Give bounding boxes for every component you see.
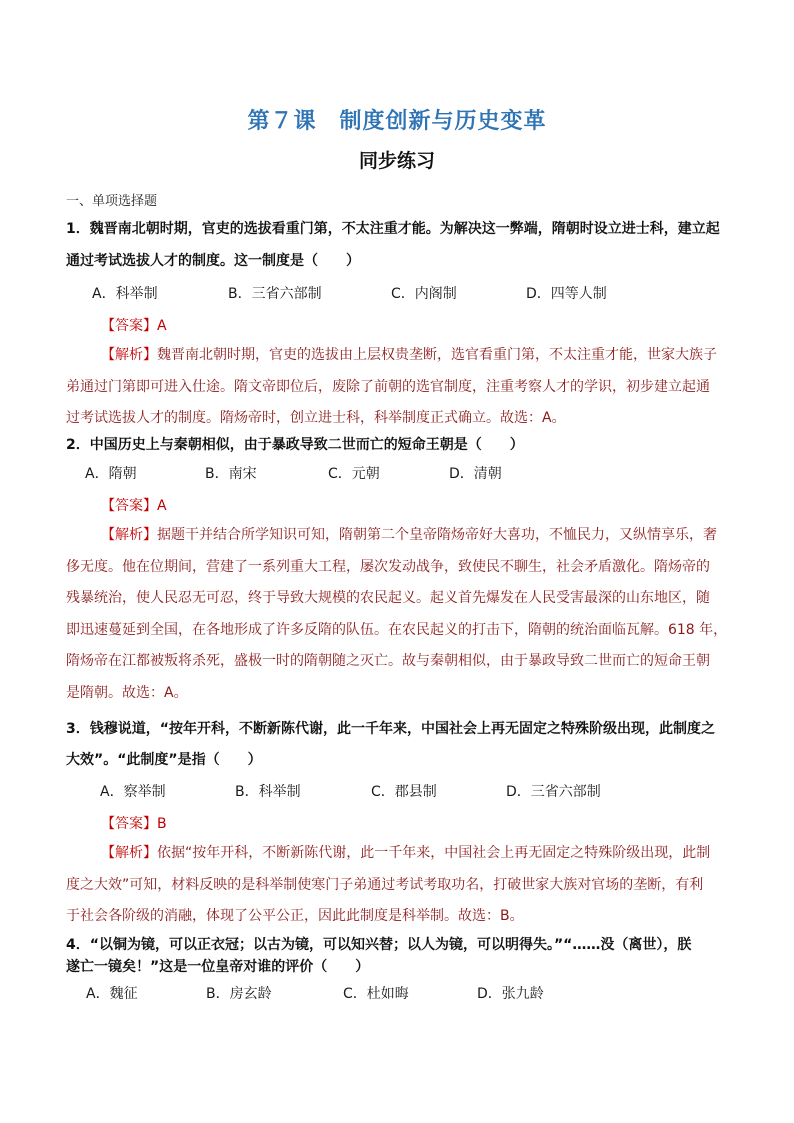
q1-option-b[interactable]: B．三省六部制 — [228, 286, 322, 302]
q3-answer-value: B — [157, 816, 167, 832]
q1-answer-value: A — [157, 318, 167, 334]
q3-analysis — [66, 838, 726, 933]
q2-analysis-line: 即迅速蔓延到全国，在各地形成了许多反隋的队伍。在农民起义的打击下，隋朝的统治面临瓦解。618 年， — [66, 621, 728, 638]
q1-stem-line: 通过考试选拔人才的制度。这一制度是（ ） — [66, 253, 360, 269]
analysis-tag: 【解析】 — [101, 845, 157, 861]
q2-option-d[interactable]: D．清朝 — [449, 466, 502, 482]
q3-stem-line: 3．钱穆说道，“按年开科，不断新陈代谢，此一千年来，中国社会上再无固定之特殊阶级出现，此制度之 — [66, 721, 715, 737]
q1-option-c[interactable]: C．内阁制 — [391, 286, 457, 302]
q1-analysis-line: 魏晋南北朝时期，官吏的选拔由上层权贵垄断，选官看重门第，不太注重才能，世家大族子 — [157, 347, 717, 363]
q2-analysis-line: 据题干并结合所学知识可知，隋朝第二个皇帝隋炀帝好大喜功，不恤民力，又纵情享乐，奢 — [157, 527, 717, 543]
section-heading: 一、单项选择题 — [66, 194, 158, 209]
q1-answer — [101, 315, 167, 335]
q2-answer — [101, 495, 167, 515]
q4-stem-line: 4．“以铜为镜，可以正衣冠；以古为镜，可以知兴替；以人为镜，可以明得失。”“……没（离世），朕 — [66, 937, 692, 953]
q2-analysis-line: 残暴统治，使人民忍无可忍，终于导致大规模的农民起义。起义首先爆发在人民受害最深的山东地区，随 — [66, 590, 710, 606]
q3-option-c[interactable]: C．郡县制 — [371, 784, 437, 800]
answer-tag: 【答案】 — [101, 816, 157, 832]
lesson-title: 第７课 制度创新与历史变革 — [247, 109, 547, 134]
exercise-subtitle: 同步练习 — [358, 150, 435, 172]
q2-option-a[interactable]: A．隋朝 — [85, 466, 137, 482]
analysis-tag: 【解析】 — [101, 527, 157, 543]
q2-analysis-line: 隋炀帝在江都被叛将杀死，盛极一时的隋朝随之灭亡。故与秦朝相似，由于暴政导致二世而亡的短命王朝 — [66, 653, 710, 669]
q2-answer-value: A — [157, 498, 167, 514]
q1-analysis-line: 弟通过门第即可进入仕途。隋文帝即位后，废除了前朝的选官制度，注重考察人才的学识，初步建立起通 — [66, 378, 710, 395]
analysis-tag: 【解析】 — [101, 347, 157, 363]
q4-option-a[interactable]: A．魏征 — [86, 986, 138, 1002]
q2-analysis — [66, 520, 726, 709]
q2-option-b[interactable]: B．南宋 — [205, 466, 257, 482]
q4-option-d[interactable]: D．张九龄 — [477, 986, 544, 1002]
q1-option-d[interactable]: D．四等人制 — [526, 286, 607, 302]
q3-answer — [101, 813, 167, 833]
q1-analysis-line: 过考试选拔人才的制度。隋炀帝时，创立进士科，科举制度正式确立。故选：A。 — [66, 410, 566, 426]
q3-option-b[interactable]: B．科举制 — [235, 784, 301, 800]
answer-tag: 【答案】 — [101, 318, 157, 334]
q3-stem-line: 大效”。“此制度”是指（ ） — [66, 752, 262, 768]
q2-option-c[interactable]: C．元朝 — [328, 466, 380, 482]
q3-analysis-line: 依据“按年开科，不断新陈代谢，此一千年来，中国社会上再无固定之特殊阶级出现，此制 — [157, 845, 711, 861]
q3-option-d[interactable]: D．三省六部制 — [506, 784, 601, 800]
q1-option-a[interactable]: A．科举制 — [92, 286, 158, 302]
answer-tag: 【答案】 — [101, 498, 157, 514]
q2-stem-line: 2．中国历史上与秦朝相似，由于暴政导致二世而亡的短命王朝是（ ） — [66, 437, 524, 453]
q1-analysis — [66, 340, 726, 435]
q3-analysis-line: 于社会各阶级的消融，体现了公平公正，因此此制度是科举制。故选：B。 — [66, 908, 524, 924]
q4-option-b[interactable]: B．房玄龄 — [206, 986, 272, 1002]
q2-analysis-line: 是隋朝。故选：A。 — [66, 684, 188, 701]
q1-stem-line: 1．魏晋南北朝时期，官吏的选拔看重门第，不太注重才能。为解决这一弊端，隋朝时设立进士科，建立起 — [66, 221, 720, 237]
q2-analysis-line: 侈无度。他在位期间，营建了一系列重大工程，屡次发动战争，致使民不聊生，社会矛盾激化。隋炀帝的 — [66, 558, 710, 575]
q4-stem-line: 遂亡一镜矣！”这是一位皇帝对谁的评价（ ） — [66, 959, 370, 975]
q3-option-a[interactable]: A．察举制 — [100, 784, 166, 800]
q3-analysis-line: 度之大效”可知，材料反映的是科举制使寒门子弟通过考试考取功名，打破世家大族对官场的垄断，有利 — [66, 876, 704, 893]
q4-option-c[interactable]: C．杜如晦 — [343, 986, 409, 1002]
